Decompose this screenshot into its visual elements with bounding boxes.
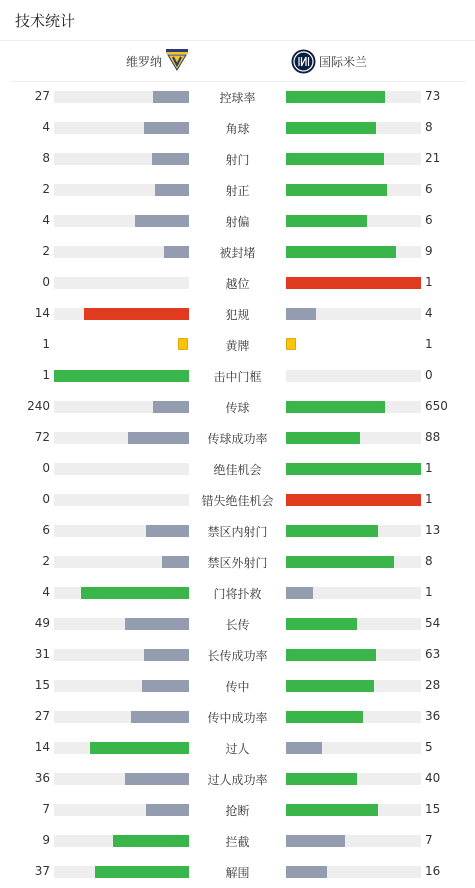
away-bar-fill xyxy=(286,91,385,103)
away-bar-track xyxy=(286,432,421,444)
stat-label: 传中成功率 xyxy=(207,711,268,725)
home-bar-fill xyxy=(153,91,189,103)
stat-label: 犯规 xyxy=(225,308,250,322)
home-bar-fill xyxy=(135,215,189,227)
verona-crest-icon[interactable] xyxy=(165,48,189,72)
away-bar-track xyxy=(286,246,421,258)
home-value: 31 xyxy=(34,647,50,661)
home-bar-fill xyxy=(90,742,189,754)
stat-row xyxy=(0,298,475,329)
stat-label: 控球率 xyxy=(219,91,256,105)
home-bar-track xyxy=(54,556,189,568)
home-bar-fill xyxy=(113,835,189,847)
away-value: 650 xyxy=(425,399,448,413)
away-value: 88 xyxy=(425,430,441,444)
away-bar-track xyxy=(286,277,421,289)
away-bar-track xyxy=(286,773,421,785)
home-bar-track xyxy=(54,432,189,444)
stat-row xyxy=(0,577,475,608)
stat-label: 长传 xyxy=(225,618,250,632)
home-value: 2 xyxy=(42,244,50,258)
home-value: 4 xyxy=(42,120,50,134)
away-value: 9 xyxy=(425,244,433,258)
away-bar-fill xyxy=(286,742,322,754)
home-bar-fill xyxy=(131,711,189,723)
away-bar-fill xyxy=(286,215,367,227)
stat-row xyxy=(0,825,475,856)
away-bar-track xyxy=(286,91,421,103)
home-bar-fill xyxy=(146,804,189,816)
teams-header xyxy=(0,41,475,81)
stat-label: 射偏 xyxy=(225,215,250,229)
home-bar-fill xyxy=(155,184,189,196)
away-value: 7 xyxy=(425,833,433,847)
home-team-name[interactable]: 维罗纳 xyxy=(126,55,163,69)
away-bar-fill xyxy=(286,587,313,599)
away-value: 13 xyxy=(425,523,441,537)
stat-label: 传中 xyxy=(225,680,250,694)
stat-row xyxy=(0,453,475,484)
home-value: 2 xyxy=(42,182,50,196)
home-value: 2 xyxy=(42,554,50,568)
away-team-name[interactable]: 国际米兰 xyxy=(319,55,368,69)
home-bar-track xyxy=(54,587,189,599)
stat-row xyxy=(0,112,475,143)
home-bar-track xyxy=(54,742,189,754)
home-value: 36 xyxy=(34,771,50,785)
home-value: 0 xyxy=(42,461,50,475)
away-value: 28 xyxy=(425,678,441,692)
away-bar-fill xyxy=(286,308,316,320)
away-bar-track xyxy=(286,308,421,320)
home-bar-fill xyxy=(164,246,189,258)
away-bar-track xyxy=(286,587,421,599)
stat-label: 射正 xyxy=(225,184,250,198)
home-value: 6 xyxy=(42,523,50,537)
home-bar-track xyxy=(54,835,189,847)
home-value: 1 xyxy=(42,337,50,351)
stat-row xyxy=(0,639,475,670)
home-value: 27 xyxy=(34,709,50,723)
stat-label: 禁区内射门 xyxy=(207,525,268,539)
away-value: 63 xyxy=(425,647,441,661)
home-bar-fill xyxy=(162,556,189,568)
home-value: 27 xyxy=(34,89,50,103)
away-bar-track xyxy=(286,804,421,816)
away-value: 1 xyxy=(425,585,433,599)
home-bar-track xyxy=(54,246,189,258)
yellow-card-icon xyxy=(286,338,296,350)
away-bar-fill xyxy=(286,680,374,692)
away-bar-fill xyxy=(286,773,357,785)
away-value: 5 xyxy=(425,740,433,754)
home-bar-track xyxy=(54,494,189,506)
away-bar-track xyxy=(286,525,421,537)
away-bar-track xyxy=(286,618,421,630)
home-bar-track xyxy=(54,773,189,785)
home-bar-track xyxy=(54,680,189,692)
stat-row xyxy=(0,608,475,639)
stat-row xyxy=(0,732,475,763)
away-value: 40 xyxy=(425,771,441,785)
stat-row xyxy=(0,360,475,391)
home-value: 4 xyxy=(42,213,50,227)
home-value: 240 xyxy=(27,399,50,413)
away-bar-fill xyxy=(286,463,421,475)
away-bar-track xyxy=(286,835,421,847)
home-value: 7 xyxy=(42,802,50,816)
stat-row xyxy=(0,205,475,236)
home-bar-fill xyxy=(146,525,189,537)
home-bar-track xyxy=(54,153,189,165)
away-value: 1 xyxy=(425,275,433,289)
section-title: 技术统计 xyxy=(15,12,76,30)
stat-row xyxy=(0,391,475,422)
home-bar-track xyxy=(54,308,189,320)
stat-row xyxy=(0,81,475,112)
stat-label: 长传成功率 xyxy=(207,649,268,663)
away-value: 36 xyxy=(425,709,441,723)
away-value: 6 xyxy=(425,213,433,227)
home-bar-fill xyxy=(125,618,189,630)
home-value: 1 xyxy=(42,368,50,382)
home-value: 9 xyxy=(42,833,50,847)
stat-label: 绝佳机会 xyxy=(213,463,262,477)
away-bar-track xyxy=(286,122,421,134)
home-bar-track xyxy=(54,463,189,475)
inter-crest-icon[interactable] xyxy=(291,49,316,74)
away-bar-fill xyxy=(286,618,357,630)
away-bar-fill xyxy=(286,401,385,413)
away-bar-track xyxy=(286,153,421,165)
away-value: 21 xyxy=(425,151,441,165)
home-value: 0 xyxy=(42,492,50,506)
stat-row xyxy=(0,794,475,825)
away-bar-fill xyxy=(286,184,387,196)
home-bar-track xyxy=(54,866,189,878)
away-bar-track xyxy=(286,401,421,413)
away-bar-track xyxy=(286,556,421,568)
stat-label: 射门 xyxy=(225,153,250,167)
away-bar-track xyxy=(286,494,421,506)
away-bar-fill xyxy=(286,866,327,878)
home-value: 15 xyxy=(34,678,50,692)
stat-label: 越位 xyxy=(225,277,250,291)
away-bar-track xyxy=(286,680,421,692)
away-bar-fill xyxy=(286,835,345,847)
stat-label: 过人成功率 xyxy=(207,773,268,787)
away-bar-fill xyxy=(286,525,378,537)
stat-label: 解围 xyxy=(225,866,250,880)
stat-row xyxy=(0,763,475,794)
away-value: 8 xyxy=(425,120,433,134)
stat-label: 传球成功率 xyxy=(207,432,268,446)
away-bar-fill xyxy=(286,711,363,723)
away-bar-track xyxy=(286,184,421,196)
away-bar-track xyxy=(286,711,421,723)
away-bar-fill xyxy=(286,804,378,816)
stat-label: 禁区外射门 xyxy=(207,556,268,570)
away-value: 0 xyxy=(425,368,433,382)
home-bar-fill xyxy=(125,773,189,785)
stat-row xyxy=(0,174,475,205)
away-bar-track xyxy=(286,866,421,878)
home-bar-track xyxy=(54,277,189,289)
stat-row xyxy=(0,856,475,887)
stat-row xyxy=(0,422,475,453)
away-bar-fill xyxy=(286,432,360,444)
stat-label: 击中门框 xyxy=(213,370,262,384)
stat-label: 角球 xyxy=(225,122,250,136)
home-value: 4 xyxy=(42,585,50,599)
home-bar-track xyxy=(54,618,189,630)
home-bar-fill xyxy=(81,587,189,599)
away-value: 15 xyxy=(425,802,441,816)
away-value: 6 xyxy=(425,182,433,196)
stat-label: 错失绝佳机会 xyxy=(201,494,274,508)
stats-list xyxy=(0,81,475,887)
away-value: 8 xyxy=(425,554,433,568)
away-value: 1 xyxy=(425,337,433,351)
stat-row xyxy=(0,143,475,174)
home-bar-fill xyxy=(95,866,189,878)
stat-label: 传球 xyxy=(225,401,250,415)
away-value: 73 xyxy=(425,89,441,103)
stat-row xyxy=(0,484,475,515)
home-value: 49 xyxy=(34,616,50,630)
away-bar-track xyxy=(286,215,421,227)
stat-row xyxy=(0,701,475,732)
away-value: 54 xyxy=(425,616,441,630)
home-bar-fill xyxy=(153,401,189,413)
stat-label: 黄牌 xyxy=(225,339,250,353)
away-bar-track xyxy=(286,463,421,475)
home-bar-fill xyxy=(144,649,189,661)
home-value: 8 xyxy=(42,151,50,165)
home-value: 0 xyxy=(42,275,50,289)
stat-row xyxy=(0,546,475,577)
yellow-card-icon xyxy=(178,338,188,350)
home-bar-track xyxy=(54,401,189,413)
stat-row xyxy=(0,670,475,701)
away-value: 16 xyxy=(425,864,441,878)
home-bar-track xyxy=(54,184,189,196)
home-bar-track xyxy=(54,91,189,103)
stat-row xyxy=(0,267,475,298)
home-bar-fill xyxy=(144,122,189,134)
home-bar-fill xyxy=(128,432,189,444)
home-bar-fill xyxy=(54,370,189,382)
away-bar-track xyxy=(286,370,421,382)
home-value: 14 xyxy=(34,306,50,320)
stat-label: 被封堵 xyxy=(219,246,256,260)
home-bar-track xyxy=(54,370,189,382)
home-bar-fill xyxy=(152,153,189,165)
stat-label: 抢断 xyxy=(225,804,250,818)
away-bar-track xyxy=(286,742,421,754)
home-bar-track xyxy=(54,804,189,816)
home-value: 72 xyxy=(34,430,50,444)
away-value: 1 xyxy=(425,492,433,506)
home-bar-fill xyxy=(84,308,189,320)
away-bar-fill xyxy=(286,246,396,258)
away-bar-fill xyxy=(286,494,421,506)
away-value: 1 xyxy=(425,461,433,475)
home-value: 14 xyxy=(34,740,50,754)
home-bar-track xyxy=(54,711,189,723)
home-bar-track xyxy=(54,525,189,537)
home-bar-track xyxy=(54,215,189,227)
away-bar-fill xyxy=(286,556,394,568)
away-bar-fill xyxy=(286,649,376,661)
home-value: 37 xyxy=(34,864,50,878)
stat-label: 过人 xyxy=(225,742,250,756)
home-bar-track xyxy=(54,649,189,661)
stat-row xyxy=(0,236,475,267)
away-bar-fill xyxy=(286,153,384,165)
stat-label: 门将扑救 xyxy=(213,587,262,601)
away-bar-track xyxy=(286,649,421,661)
away-bar-fill xyxy=(286,122,376,134)
away-value: 4 xyxy=(425,306,433,320)
stat-label: 拦截 xyxy=(225,835,250,849)
away-bar-fill xyxy=(286,277,421,289)
home-bar-fill xyxy=(142,680,189,692)
stat-row xyxy=(0,515,475,546)
stat-row xyxy=(0,329,475,360)
home-bar-track xyxy=(54,122,189,134)
